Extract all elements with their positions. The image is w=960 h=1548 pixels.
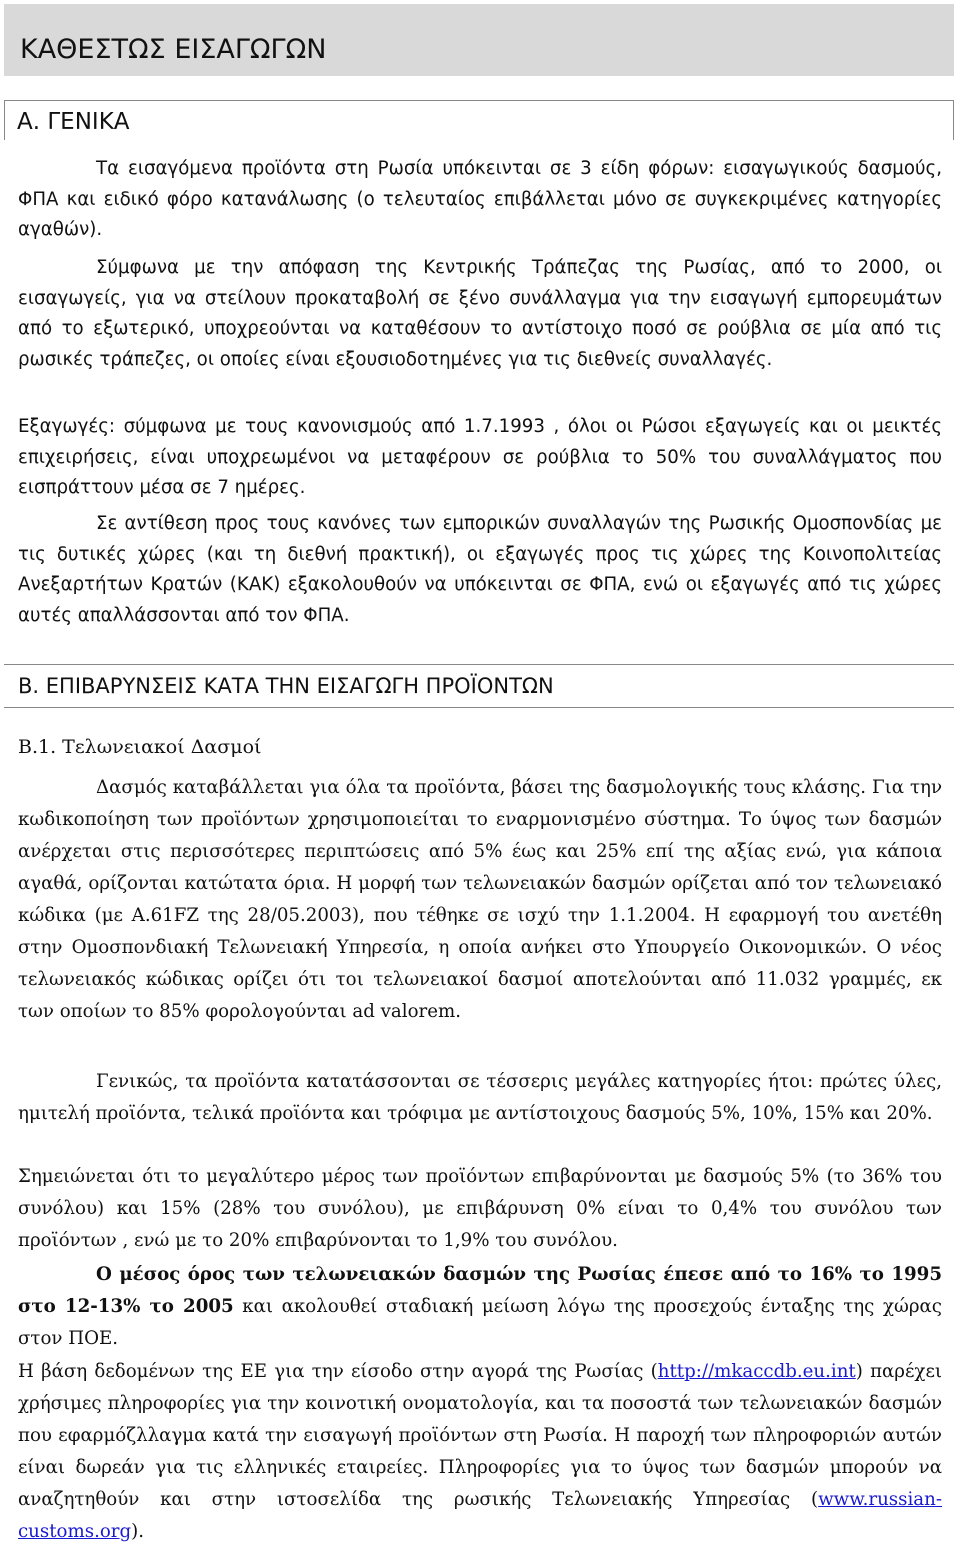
section-a-heading: Α. ΓΕΝΙΚΑ	[17, 109, 130, 135]
mkaccdb-link[interactable]: http://mkaccdb.eu.int	[657, 1361, 856, 1382]
section-a-paragraph-2: Σύμφωνα με την απόφαση της Κεντρικής Τράπεζας της Ρωσίας, από το 2000, οι εισαγωγείς, για να στείλουν προκαταβολή σε ξένο συνάλλαγμα για την εισαγωγή εμπορευμάτων από το εξωτερικό, υποχρεούνται να καταθέσουν το αντίστοιχο ποσό σε ρούβλια σε μία από τις ρωσικές τράπεζες, οι οποίες είναι εξουσιοδοτημένες για τις διεθνείς συναλλαγές.	[18, 257, 942, 370]
section-b1-heading: Β.1. Τελωνειακοί Δασμοί	[18, 736, 262, 758]
russian-customs-link[interactable]: www.russian-customs.org	[18, 1489, 942, 1542]
section-b-heading: Β. ΕΠΙΒΑΡΥΝΣΕΙΣ ΚΑΤΑ ΤΗΝ ΕΙΣΑΓΩΓΗ ΠΡΟΪΟΝΤΩΝ	[18, 674, 554, 698]
document-title: ΚΑΘΕΣΤΩΣ ΕΙΣΑΓΩΓΩΝ	[20, 34, 327, 65]
section-b-heading-box	[4, 664, 954, 708]
section-b1-paragraph-4	[18, 1259, 942, 1355]
section-a-heading-box	[4, 100, 954, 140]
section-a-paragraph-1: Τα εισαγόμενα προϊόντα στη Ρωσία υπόκεινται σε 3 είδη φόρων: εισαγωγικούς δασμούς, ΦΠΑ και ειδικό φόρο κατανάλωσης (ο τελευταίος επιβάλλεται μόνο σε συγκεκριμένες κατηγορίες αγαθών).	[18, 158, 942, 240]
paragraph-5-part-c: ).	[131, 1521, 145, 1542]
section-a-paragraph-4: Σε αντίθεση προς τους κανόνες των εμπορικών συναλλαγών της Ρωσικής Ομοσπονδίας με τις δυτικές χώρες (και τη διεθνή πρακτική), οι εξαγωγές προς τις χώρες της Κοινοπολιτείας Ανεξαρτήτων Κρατών (ΚΑΚ) εξακολουθούν να υπόκεινται σε ΦΠΑ, ενώ οι εξαγωγές από τις χώρες αυτές απαλλάσσονται από τον ΦΠΑ.	[18, 513, 942, 626]
section-a-paragraph-3: Εξαγωγές: σύμφωνα με τους κανονισμούς από 1.7.1993 , όλοι οι Ρώσοι εξαγωγείς και οι μεικτές επιχειρήσεις, είναι υποχρεωμένοι να μεταφέρουν σε ρούβλια το 50% του συναλλάγματος που εισπράττουν μέσα σε 7 ημέρες.	[18, 416, 942, 498]
section-b1-paragraph-5	[18, 1356, 942, 1548]
paragraph-5-part-b: ) παρέχει χρήσιμες πληροφορίες για την κοινοτική ονοματολογία, και τα ποσοστά των τελωνειακών δασμών που εφαρμόζλλαγμα κατά την εισαγωγή προϊόντων στη Ρωσία. Η παροχή των πληροφοριών αυτών είναι δωρεάν για τις ελληνικές εταιρείες. Πληροφορίες για το ύψος των δασμών μπορούν να αναζητηθούν και στην ιστοσελίδα της ρωσικής Τελωνειακής Υπηρεσίας (	[18, 1361, 942, 1510]
section-b1-paragraph-2: Γενικώς, τα προϊόντα κατατάσσονται σε τέσσερις μεγάλες κατηγορίες ήτοι: πρώτες ύλες, ημιτελή προϊόντα, τελικά προϊόντα και τρόφιμα με αντίστοιχους δασμούς 5%, 10%, 15% και 20%.	[18, 1071, 942, 1124]
document-title-bar	[4, 4, 954, 76]
average-tariff-highlight: Ο μέσος όρος των τελωνειακών δασμών της Ρωσίας έπεσε από το 16% το 1995 στο 12-13% το 2005	[18, 1264, 942, 1317]
paragraph-5-part-a: Η βάση δεδομένων της ΕΕ για την είσοδο στην αγορά της Ρωσίας (	[18, 1361, 658, 1382]
section-b1-paragraph-1: Δασμός καταβάλλεται για όλα τα προϊόντα, βάσει της δασμολογικής τους κλάσης. Για την κωδικοποίηση των προϊόντων χρησιμοποιείται το εναρμονισμένο σύστημα. Το ύψος των δασμών ανέρχεται στις περισσότερες περιπτώσεις από 5% έως και 25% επί της αξίας ενώ, για κάποια αγαθά, ορίζονται κατώτατα όρια. Η μορφή των τελωνειακών δασμών ορίζεται από τον τελωνειακό κώδικα (με Α.61FZ της 28/05.2003), που τέθηκε σε ισχύ την 1.1.2004. Η εφαρμογή του ανετέθη στην Ομοσπονδιακή Τελωνειακή Υπηρεσία, η οποία ανήκει στο Υπουργείο Οικονομικών. Ο νέος τελωνειακός κώδικας ορίζει ότι τοι τελωνειακοί δασμοί αποτελούνται από 11.032 γραμμές, εκ των οποίων το 85% φορολογούνται ad valorem.	[18, 777, 942, 1022]
section-b1-paragraph-3: Σημειώνεται ότι το μεγαλύτερο μέρος των προϊόντων επιβαρύνονται με δασμούς 5% (το 36% του συνόλου) και 15% (28% του συνόλου), με επιβάρυνση 0% είναι το 0,4% του συνόλου των προϊόντων , ενώ με το 20% επιβαρύνονται το 1,9% του συνόλου.	[18, 1166, 942, 1251]
average-tariff-rest: και ακολουθεί σταδιακή μείωση λόγω της προσεχούς ένταξης της χώρας στον ΠΟΕ.	[18, 1296, 942, 1349]
